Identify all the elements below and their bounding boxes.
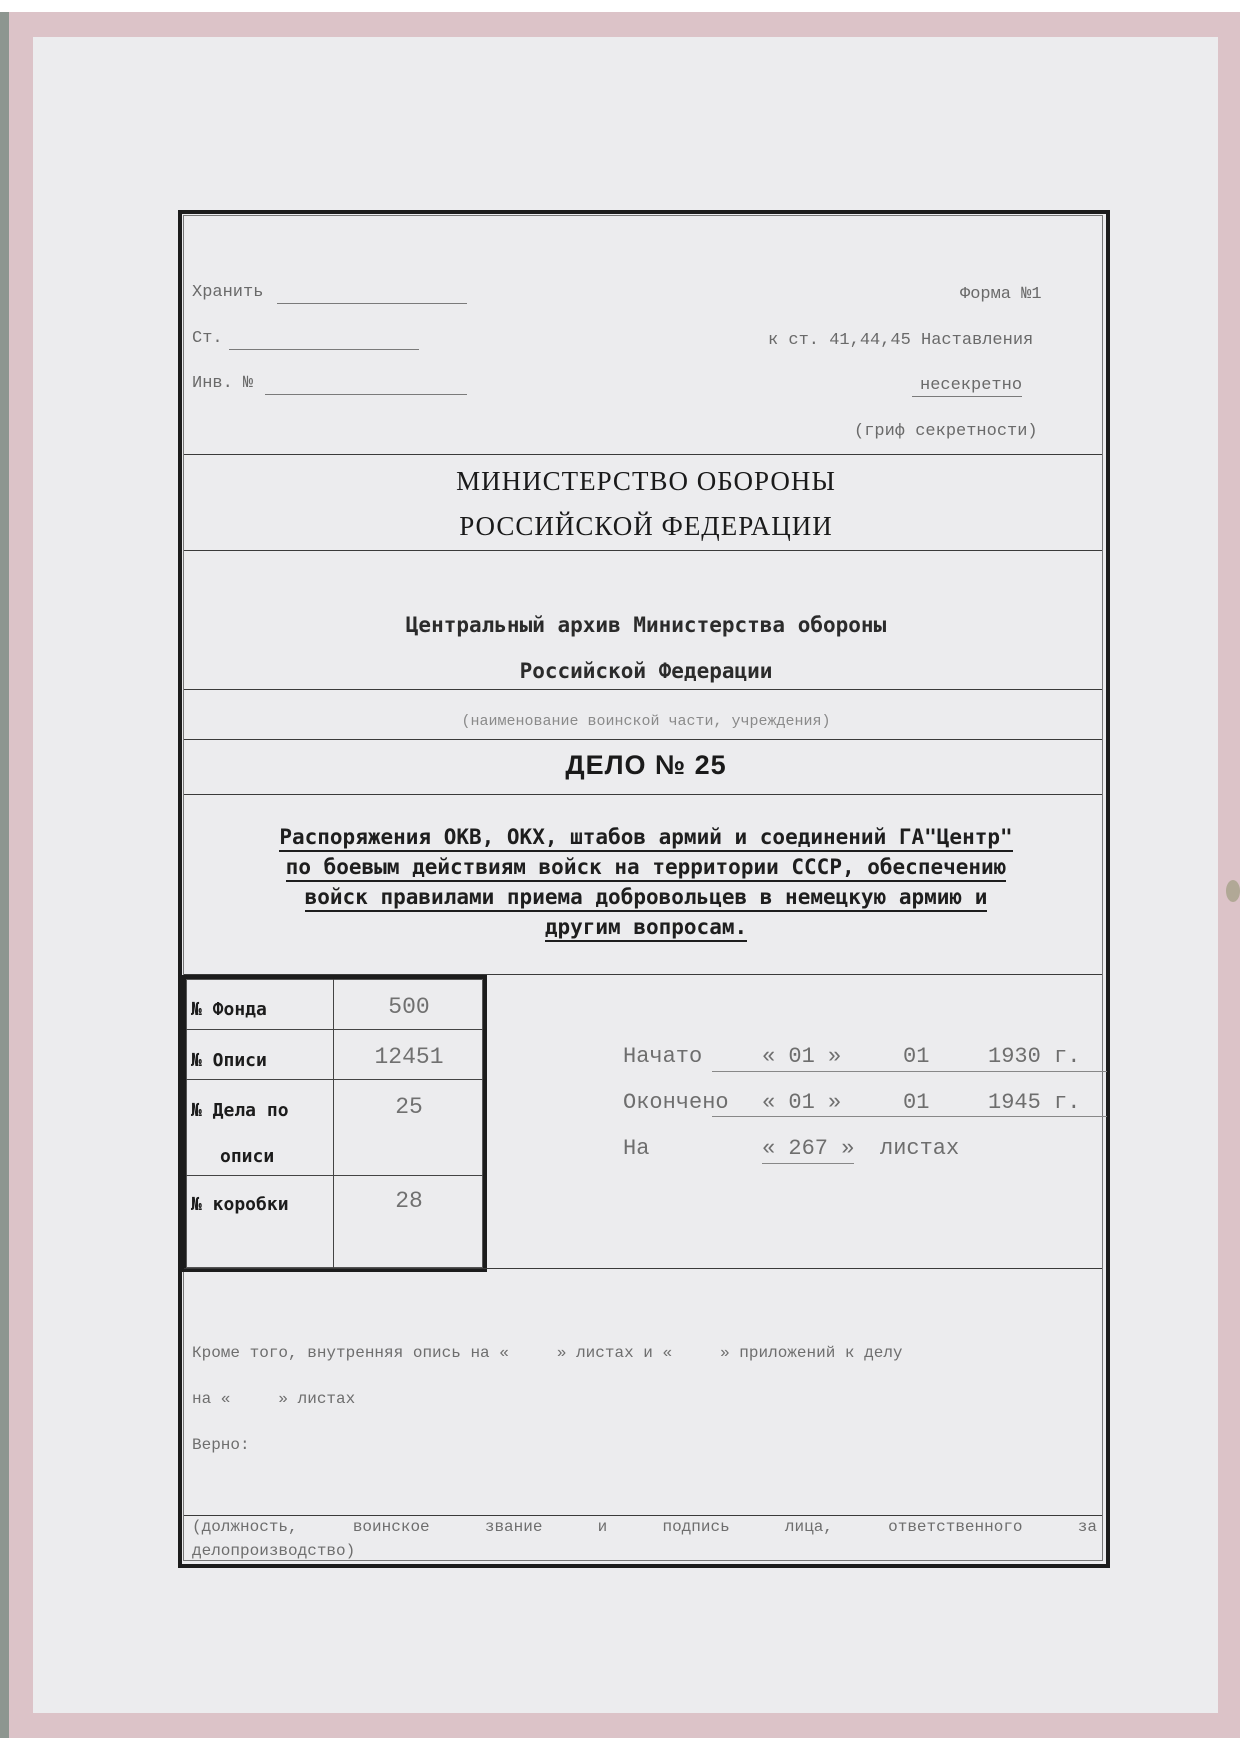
finished-year: 1945 г.: [988, 1090, 1081, 1115]
case-title: ДЕЛО № 25: [565, 750, 727, 780]
appendix-note: на « » листах: [192, 1390, 356, 1408]
ministry-title-line1: МИНИСТЕРСТВО ОБОРОНЫ: [456, 466, 836, 496]
box-value: 28: [395, 1188, 423, 1214]
finished-underline: [712, 1116, 1107, 1117]
box-label: № коробки: [191, 1194, 289, 1215]
sheets-label: На: [623, 1136, 650, 1161]
divider: [184, 689, 1102, 690]
finished-month: 01: [903, 1090, 930, 1115]
divider: [184, 739, 1102, 740]
started-year: 1930 г.: [988, 1044, 1081, 1069]
scan-edge-strip: [0, 12, 9, 1738]
sheets-suffix: листах: [880, 1136, 960, 1161]
case-number-label: № Дела по: [191, 1100, 289, 1121]
opis-label: № Описи: [191, 1050, 267, 1071]
case-number-value: 25: [395, 1094, 423, 1120]
unit-name-line1: Центральный архив Министерства обороны: [405, 613, 887, 637]
signature-caption: (должность, воинское звание и подпись лица, ответственного за: [192, 1518, 1097, 1536]
case-description-line: войск правилами приема добровольцев в немецкую армию и: [186, 885, 1106, 909]
started-day: « 01 »: [762, 1044, 842, 1069]
divider: [184, 454, 1102, 455]
case-description-line: Распоряжения ОКВ, ОКХ, штабов армий и соединений ГА"Центр": [186, 825, 1106, 849]
table-row-divider: [186, 1175, 483, 1176]
case-description-line: другим вопросам.: [186, 915, 1106, 939]
table-row-divider: [186, 1079, 483, 1080]
opis-value: 12451: [374, 1044, 444, 1070]
case-number-label-line2: описи: [220, 1146, 275, 1167]
finished-day: « 01 »: [762, 1090, 842, 1115]
started-label: Начато: [623, 1044, 703, 1069]
inventory-label: Инв. №: [192, 374, 254, 393]
started-underline: [712, 1071, 1107, 1072]
ministry-title-line2: РОССИЙСКОЙ ФЕДЕРАЦИИ: [459, 511, 833, 541]
registry-table-column-divider: [333, 979, 334, 1268]
divider: [184, 1515, 1102, 1516]
unit-name-line2: Российской Федерации: [519, 659, 773, 683]
finished-label: Окончено: [623, 1090, 729, 1115]
regulation-reference: к ст. 41,44,45 Наставления: [768, 331, 1034, 350]
sheets-value: « 267 »: [762, 1136, 854, 1164]
store-label: Хранить: [192, 283, 264, 302]
table-row-divider: [186, 1029, 483, 1030]
signature-caption-line2: делопроизводство): [192, 1542, 356, 1560]
started-month: 01: [903, 1044, 930, 1069]
inventory-note: Кроме того, внутренняя опись на « » листах и « » приложений к делу: [192, 1344, 903, 1362]
store-field[interactable]: [277, 303, 467, 304]
divider: [184, 550, 1102, 551]
divider: [184, 1268, 1102, 1269]
divider: [184, 794, 1102, 795]
verified-label: Верно:: [192, 1436, 250, 1454]
form-number: Форма №1: [960, 285, 1042, 304]
registry-table-inner: [186, 979, 483, 1268]
classification-caption: (гриф секретности): [854, 422, 1038, 441]
fond-value: 500: [388, 994, 430, 1020]
article-field[interactable]: [229, 349, 419, 350]
fond-label: № Фонда: [191, 999, 267, 1020]
case-description-line: по боевым действиям войск на территории СССР, обеспечению: [186, 855, 1106, 879]
unit-caption: (наименование воинской части, учреждения): [461, 713, 831, 730]
classification-value: несекретно: [912, 376, 1022, 397]
clip-mark: [1226, 880, 1240, 902]
article-label: Ст.: [192, 329, 223, 348]
inventory-field[interactable]: [265, 394, 467, 395]
